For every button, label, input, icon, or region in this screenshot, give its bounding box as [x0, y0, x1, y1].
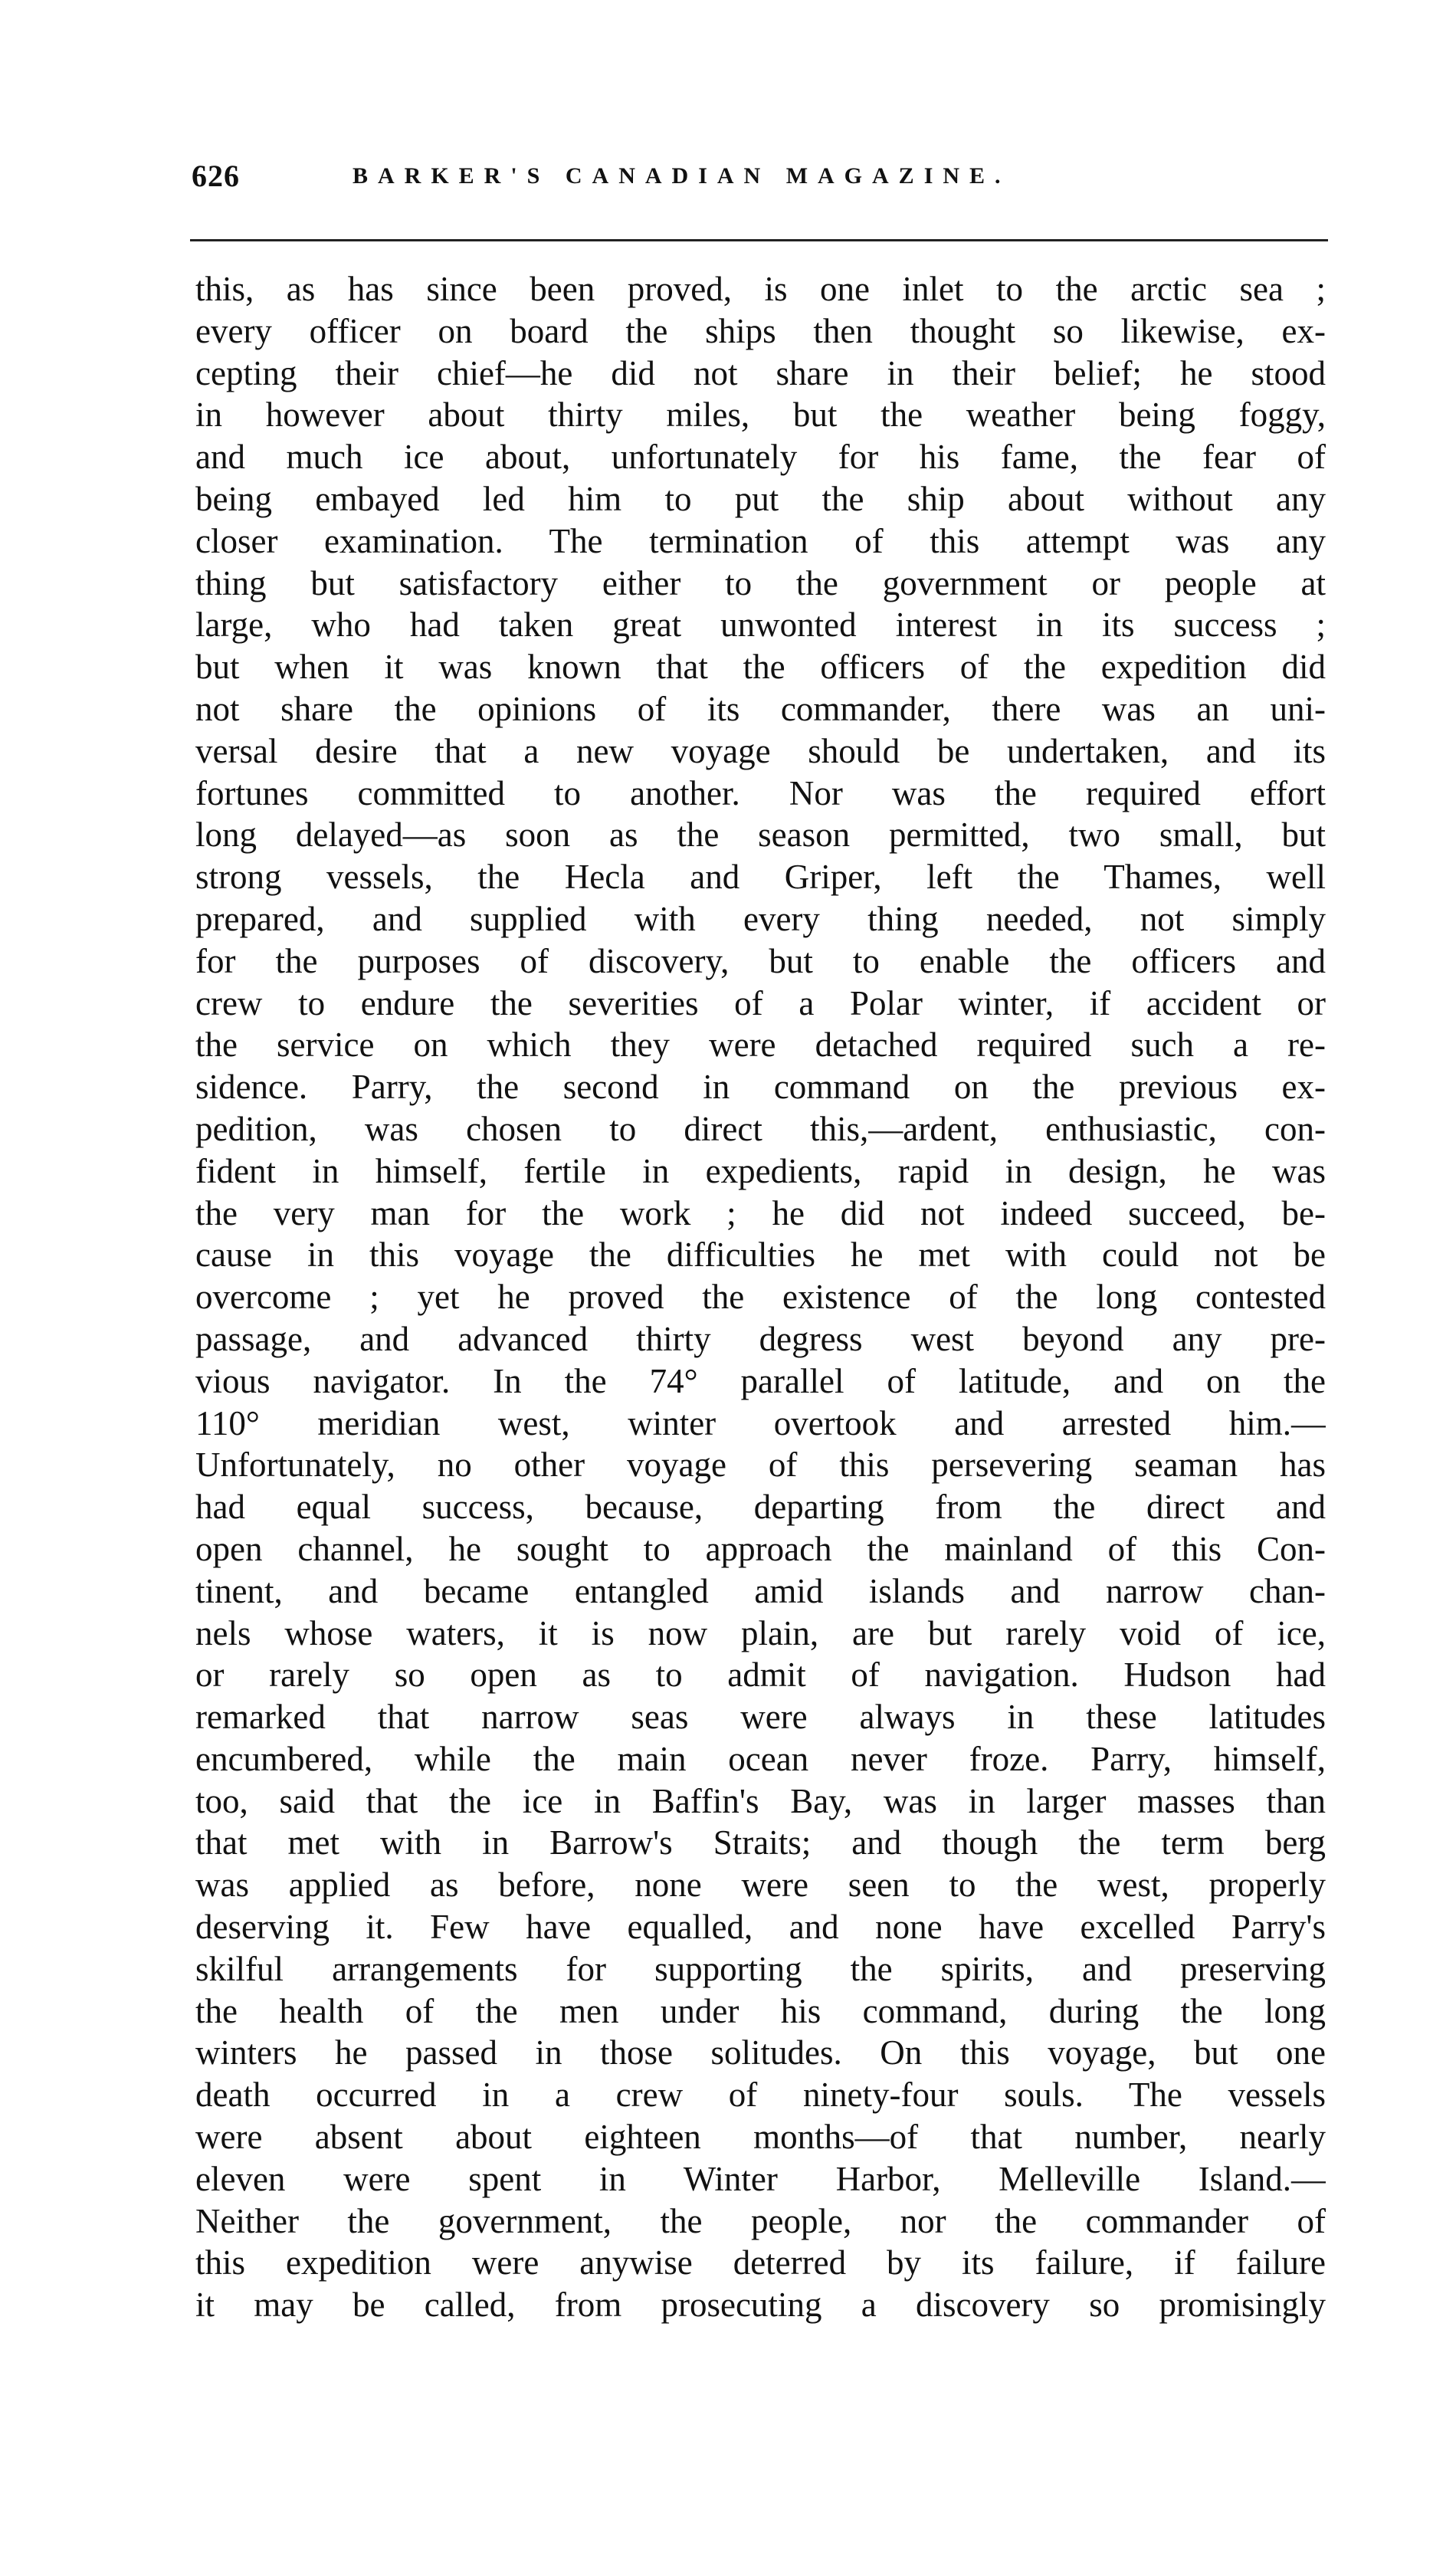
- text-line: pedition, was chosen to direct this,—ardent, enthusiastic, con-: [195, 1109, 1326, 1148]
- text-line: was applied as before, none were seen to the west, properly: [195, 1866, 1326, 1905]
- text-line: cepting their chief—he did not share in their belief; he stood: [195, 353, 1326, 392]
- text-line: every officer on board the ships then thought so likewise, ex-: [195, 311, 1326, 350]
- text-line: vious navigator. In the 74° parallel of latitude, and on the: [195, 1361, 1326, 1400]
- text-line: this expedition were anywise deterred by its failure, if failure: [195, 2243, 1326, 2282]
- text-line: fident in himself, fertile in expedients, rapid in design, he was: [195, 1151, 1326, 1190]
- text-line: sidence. Parry, the second in command on the previous ex-: [195, 1068, 1326, 1107]
- text-line: cause in this voyage the difficulties he met with could not be: [195, 1235, 1326, 1275]
- text-line: Neither the government, the people, nor the commander of: [195, 2201, 1326, 2240]
- text-line: tinent, and became entangled amid islands and narrow chan-: [195, 1571, 1326, 1610]
- text-line: prepared, and supplied with every thing needed, not simply: [195, 899, 1326, 938]
- text-line: were absent about eighteen months—of that number, nearly: [195, 2118, 1326, 2157]
- text-line: thing but satisfactory either to the government or people at: [195, 563, 1326, 602]
- body-text: [195, 268, 1326, 2326]
- text-line: this, as has since been proved, is one inlet to the arctic sea ;: [195, 270, 1326, 308]
- text-line: for the purposes of discovery, but to enable the officers and: [195, 941, 1326, 980]
- text-line: large, who had taken great unwonted interest in its success ;: [195, 605, 1326, 645]
- text-line: the health of the men under his command, during the long: [195, 1991, 1326, 2030]
- text-line: open channel, he sought to approach the mainland of this Con-: [195, 1529, 1326, 1568]
- text-line: skilful arrangements for supporting the spirits, and preserving: [195, 1949, 1326, 1988]
- text-line: fortunes committed to another. Nor was the required effort: [195, 773, 1326, 812]
- journal-title: BARKER'S CANADIAN MAGAZINE.: [353, 163, 1011, 189]
- text-line: crew to endure the severities of a Polar winter, if accident or: [195, 983, 1326, 1022]
- text-line: versal desire that a new voyage should be undertaken, and its: [195, 731, 1326, 770]
- text-line: it may be called, from prosecuting a discovery so promisingly: [195, 2286, 1326, 2325]
- text-line: closer examination. The termination of this attempt was any: [195, 521, 1326, 560]
- text-line: or rarely so open as to admit of navigation. Hudson had: [195, 1656, 1326, 1695]
- text-line: remarked that narrow seas were always in these latitudes: [195, 1698, 1326, 1737]
- text-line: too, said that the ice in Baffin's Bay, was in larger masses than: [195, 1781, 1326, 1820]
- text-line: in however about thirty miles, but the weather being foggy,: [195, 395, 1326, 435]
- text-line: strong vessels, the Hecla and Griper, left the Thames, well: [195, 858, 1326, 897]
- text-line: but when it was known that the officers of the expedition did: [195, 648, 1326, 687]
- text-line: passage, and advanced thirty degress west beyond any pre-: [195, 1319, 1326, 1358]
- header-rule: [190, 239, 1328, 241]
- text-line: had equal success, because, departing from the direct and: [195, 1488, 1326, 1527]
- text-line: winters he passed in those solitudes. On this voyage, but one: [195, 2033, 1326, 2072]
- text-line: nels whose waters, it is now plain, are but rarely void of ice,: [195, 1613, 1326, 1652]
- text-line: that met with in Barrow's Straits; and though the term berg: [195, 1823, 1326, 1862]
- text-line: the very man for the work ; he did not indeed succeed, be-: [195, 1193, 1326, 1232]
- text-line: 110° meridian west, winter overtook and arrested him.—: [195, 1403, 1326, 1442]
- text-line: death occurred in a crew of ninety-four souls. The vessels: [195, 2076, 1326, 2115]
- page-number: 626: [192, 159, 240, 193]
- text-line: and much ice about, unfortunately for his fame, the fear of: [195, 438, 1326, 477]
- text-line: deserving it. Few have equalled, and none have excelled Parry's: [195, 1908, 1326, 1947]
- running-head: [192, 153, 1341, 199]
- text-line: long delayed—as soon as the season permitted, two small, but: [195, 815, 1326, 855]
- text-line: being embayed led him to put the ship about without any: [195, 479, 1326, 518]
- text-line: not share the opinions of its commander, there was an uni-: [195, 689, 1326, 728]
- text-line: eleven were spent in Winter Harbor, Melleville Island.—: [195, 2159, 1326, 2198]
- text-line: encumbered, while the main ocean never froze. Parry, himself,: [195, 1739, 1326, 1778]
- text-line: overcome ; yet he proved the existence of the long contested: [195, 1278, 1326, 1317]
- text-line: Unfortunately, no other voyage of this persevering seaman has: [195, 1445, 1326, 1485]
- text-line: the service on which they were detached required such a re-: [195, 1025, 1326, 1065]
